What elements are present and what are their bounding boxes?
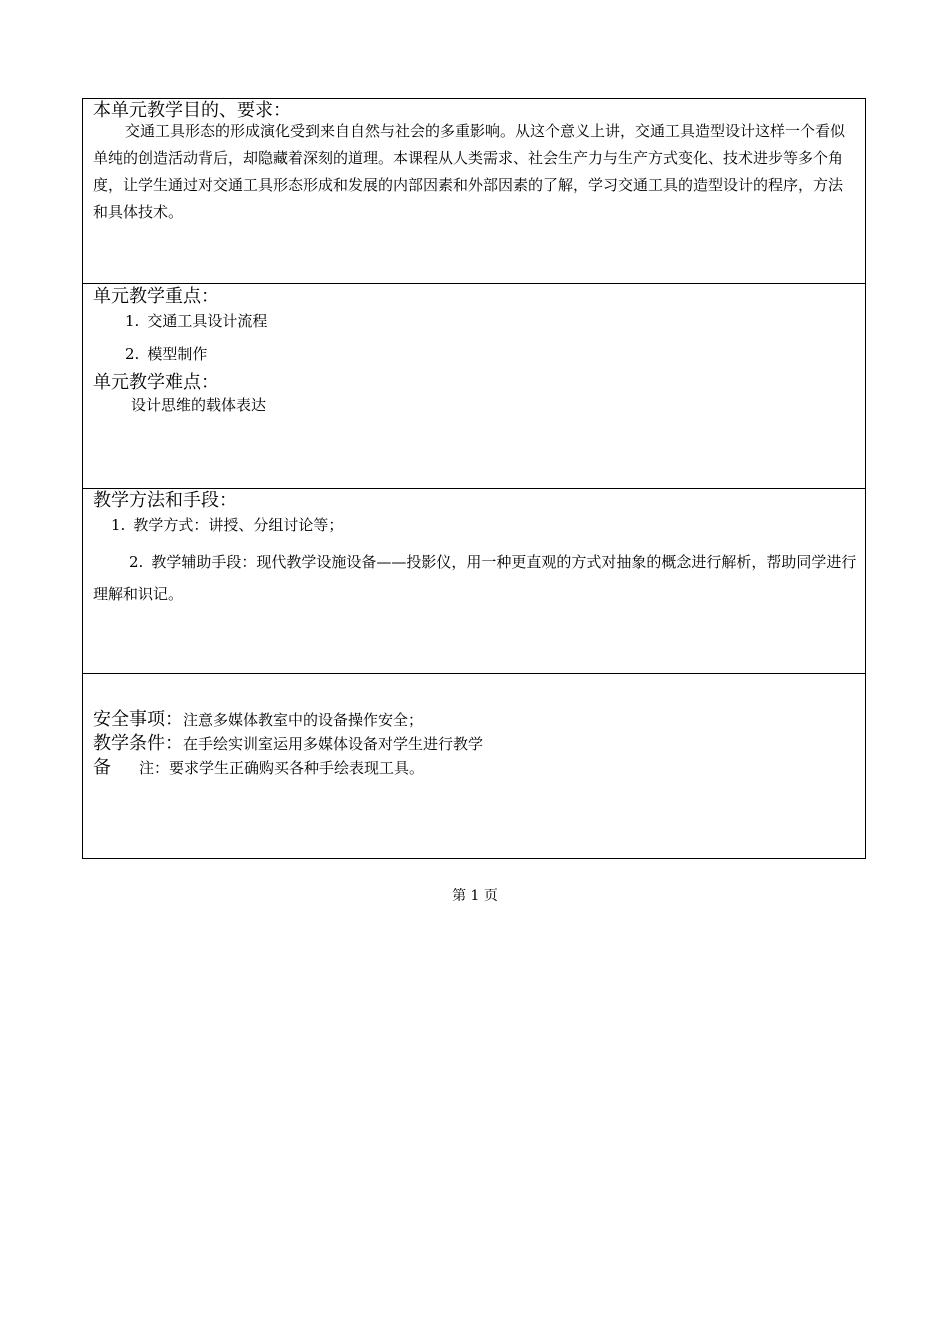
objectives-paragraph: 交通工具形态的形成演化受到来自自然与社会的多重影响。从这个意义上讲，交通工具造型设计这样一个看似单纯的创造活动背后，却隐藏着深刻的道理。本课程从人类需求、社会生产力与生产方式变化、技术进步等多个角度，让学生通过对交通工具形态形成和发展的内部因素和外部因素的了解，学习交通工具的造型设计的程序，方法和具体技术。	[93, 122, 846, 221]
remark-line	[93, 756, 857, 780]
key-points-cell	[83, 284, 865, 489]
methods-cell	[83, 489, 865, 674]
difficult-points-heading: 单元教学难点：	[93, 372, 219, 393]
remark-text: 要求学生正确购买各种手绘表现工具。	[169, 759, 425, 777]
methods-heading: 教学方法和手段：	[93, 490, 237, 511]
conditions-text: 在手绘实训室运用多媒体设备对学生进行教学	[183, 735, 484, 753]
lesson-plan-table	[82, 98, 866, 859]
conditions-line	[93, 732, 857, 756]
method-item	[93, 546, 857, 610]
key-point-text: 模型制作	[147, 345, 208, 363]
method-text: 教学方式：讲授、分组讨论等；	[133, 516, 344, 534]
safety-line	[93, 674, 857, 732]
key-points-heading: 单元教学重点：	[93, 286, 219, 307]
objectives-cell	[83, 99, 865, 284]
conditions-label: 教学条件：	[93, 733, 183, 754]
safety-text: 注意多媒体教室中的设备操作安全；	[183, 711, 424, 729]
notes-cell	[83, 674, 865, 858]
key-point-text: 交通工具设计流程	[147, 312, 268, 330]
difficult-points-text: 设计思维的载体表达	[131, 396, 267, 414]
key-point-item	[93, 311, 857, 331]
list-number: 2.	[125, 345, 140, 363]
method-text: 教学辅助手段：现代教学设施设备——投影仪，用一种更直观的方式对抽象的概念进行解析，帮助同学进行理解和识记。	[93, 553, 857, 603]
list-number: 2.	[129, 553, 144, 571]
remark-label-first-char: 备	[93, 757, 111, 778]
list-number: 1.	[125, 312, 140, 330]
objectives-heading: 本单元教学目的、要求：	[93, 100, 291, 121]
list-number: 1.	[111, 516, 126, 534]
safety-label: 安全事项：	[93, 709, 183, 730]
remark-label-rest: 注：	[139, 759, 170, 777]
method-item	[93, 515, 857, 535]
page-number: 第 1 页	[452, 888, 498, 904]
key-point-item	[93, 344, 857, 364]
